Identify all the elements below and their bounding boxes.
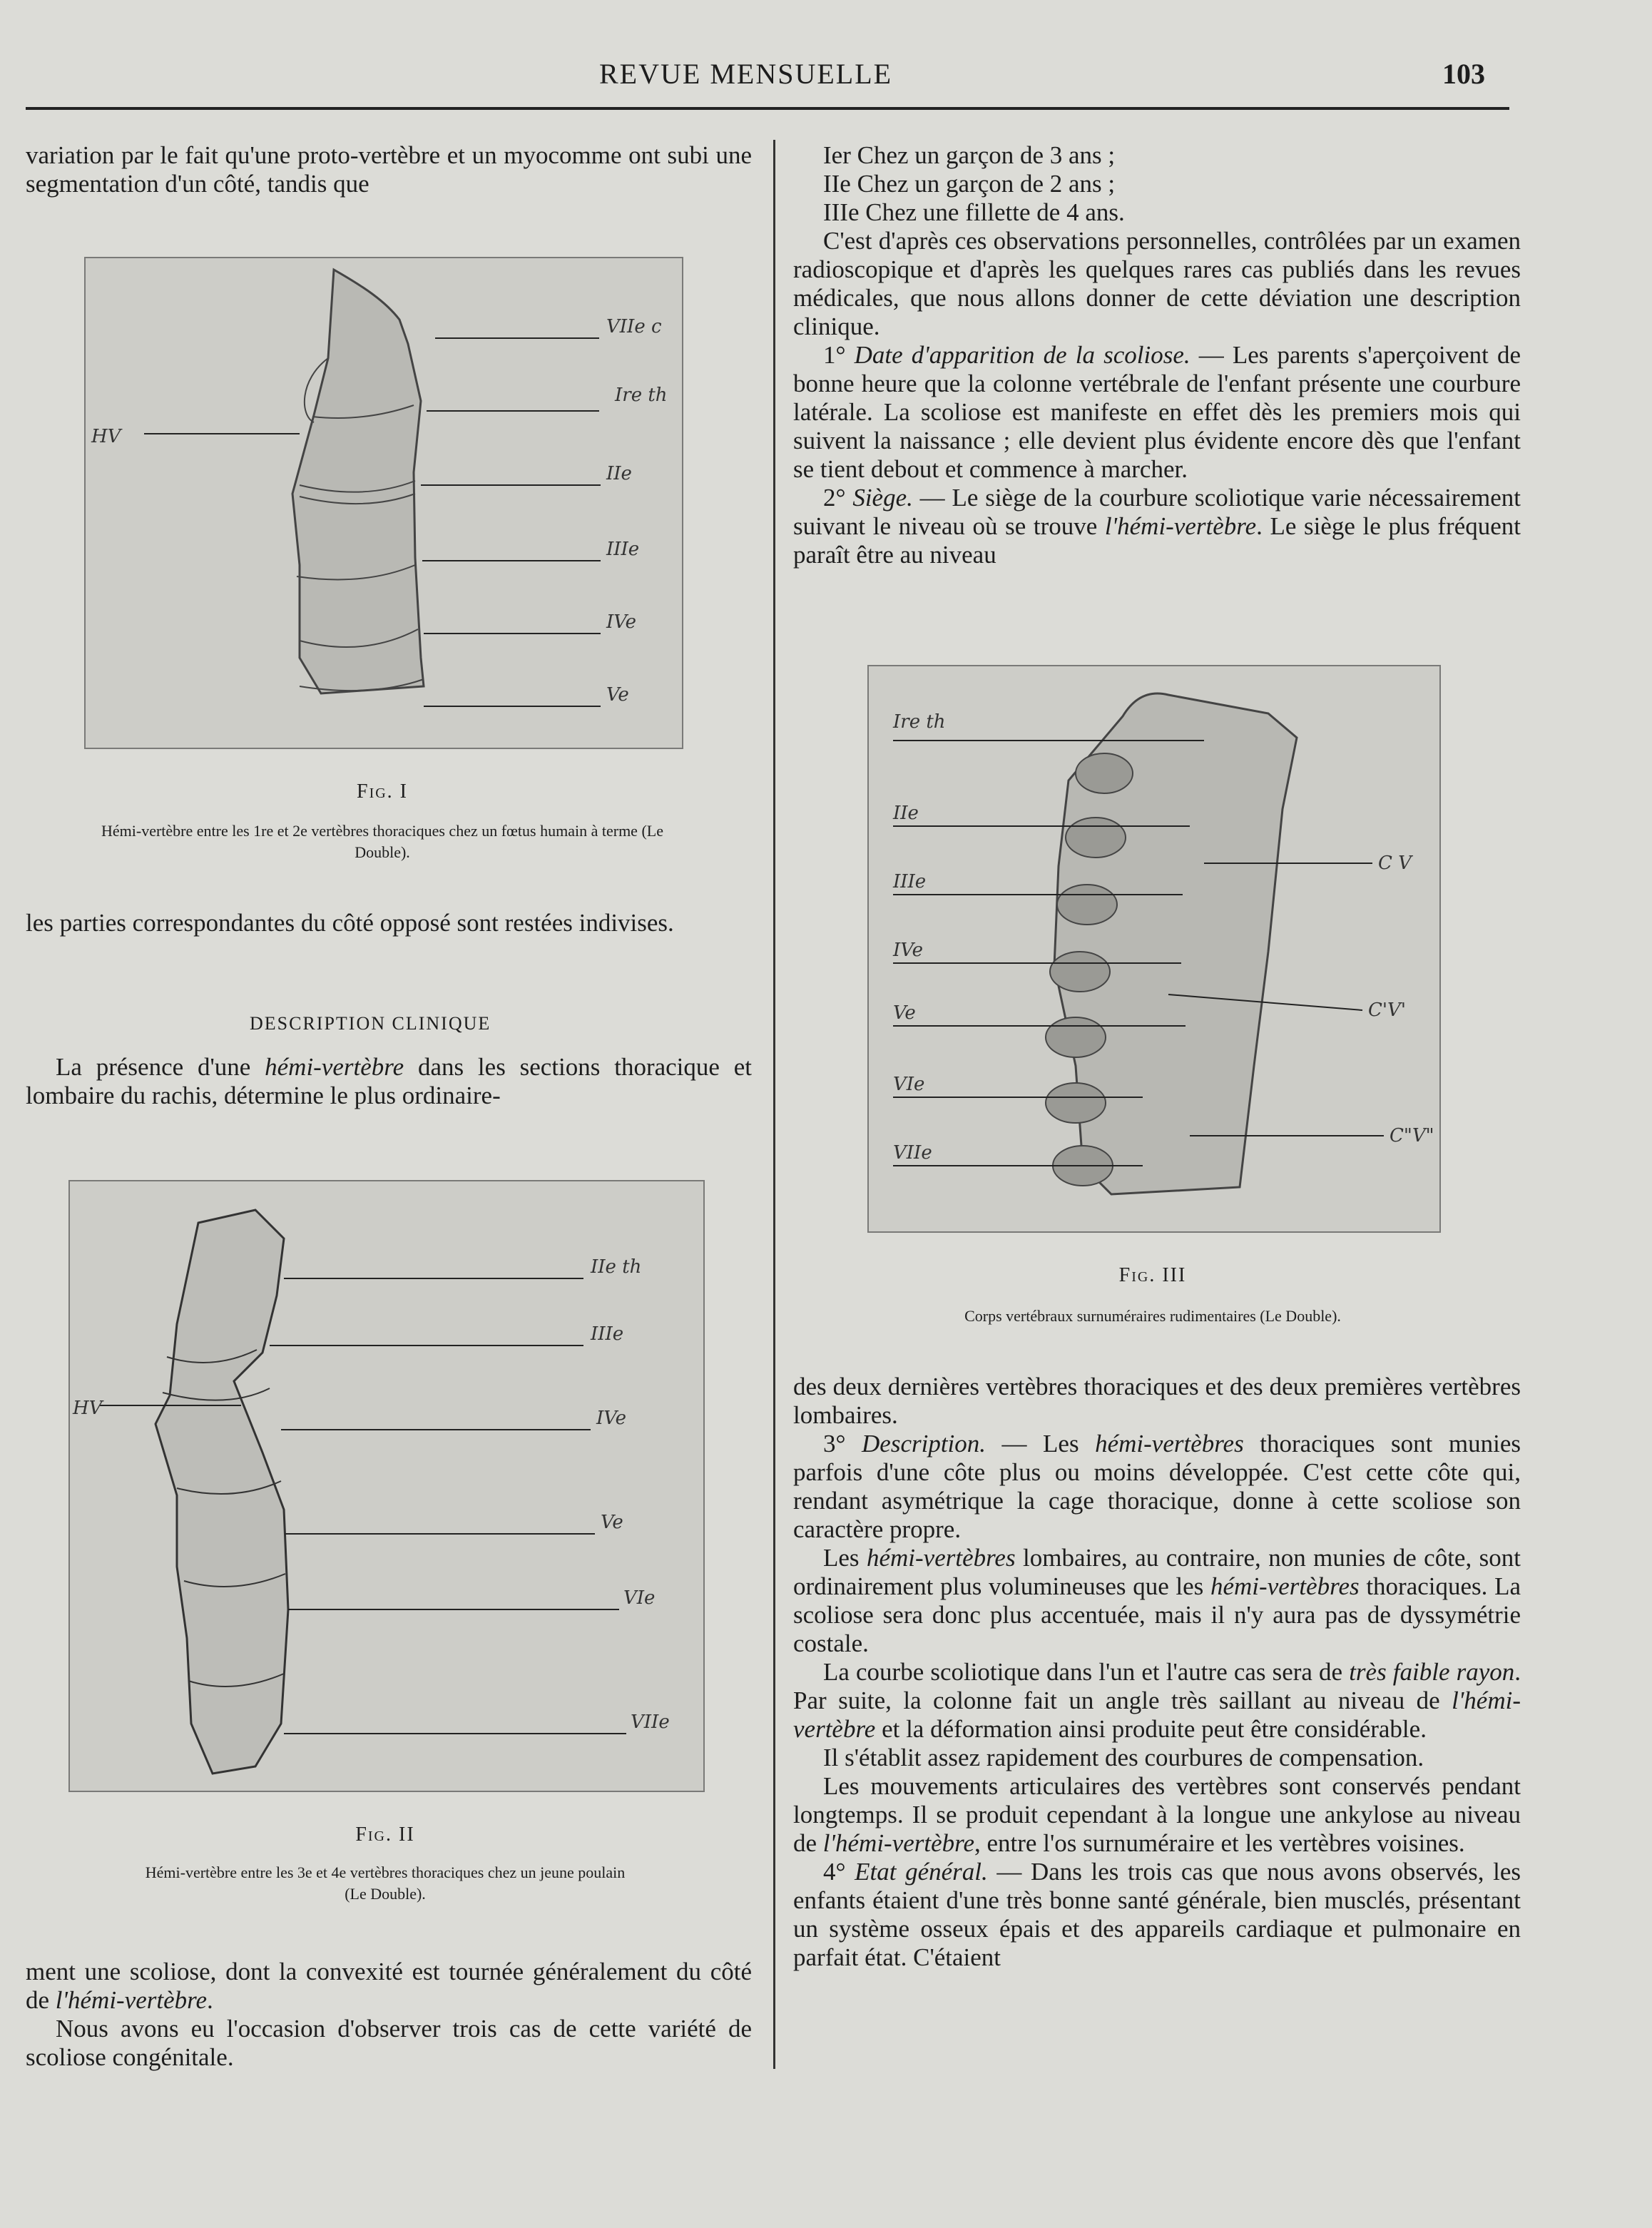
case-3: IIIe Chez une fillette de 4 ans. bbox=[823, 198, 1125, 226]
fig3-label-ith: Ire th bbox=[893, 711, 946, 733]
fig2-label-hv: HV bbox=[73, 1398, 103, 1419]
fig3-label: Fig. III bbox=[1118, 1264, 1187, 1286]
section-heading: DESCRIPTION CLINIQUE bbox=[250, 1013, 491, 1034]
right-column-top-text bbox=[793, 141, 1521, 569]
fig1-label: Fig. I bbox=[357, 780, 408, 803]
text-run: . bbox=[207, 1986, 213, 2014]
paragraph-courbe bbox=[793, 1658, 1521, 1744]
text-run: Les bbox=[823, 1544, 867, 1572]
text-run: 2° bbox=[823, 484, 853, 512]
fig1-label-hv: HV bbox=[91, 426, 121, 447]
fig3-label-iii: IIIe bbox=[893, 871, 927, 892]
fig3-label-ii: IIe bbox=[893, 803, 919, 824]
text-run: thoraciques sont munies parfois d'une côte plus ou moins développée. C'est cette côte qui, rendant asymétrique la cage thoracique, donne à cette scoliose son caractère propre. bbox=[793, 1430, 1521, 1543]
text-run: — Dans les trois cas que nous avons observés, les enfants étaient d'une très bonne santé générale, bien musclés, présentant un système osseux épais et des appareils cardiaque et pulmonaire en parfait état. C'étaient bbox=[793, 1858, 1521, 1971]
text-run: — Les bbox=[986, 1430, 1096, 1458]
fig2-caption: Hémi-vertèbre entre les 3e et 4e vertèbres thoraciques chez un jeune poulain (Le Double). bbox=[145, 1863, 626, 1903]
fig2-label-iii: IIIe bbox=[591, 1323, 624, 1345]
page-number: 103 bbox=[1442, 58, 1485, 90]
fig1-label-ith: Ire th bbox=[615, 385, 668, 406]
paragraph-mouvements bbox=[793, 1772, 1521, 1858]
fig2-label-iv: IVe bbox=[596, 1408, 627, 1429]
italic-phrase: hémi-vertèbres bbox=[1210, 1572, 1360, 1600]
fig1-label-ii: IIe bbox=[606, 463, 632, 484]
paragraph-date-apparition bbox=[793, 341, 1521, 484]
fig1-label-viic: VIIe c bbox=[606, 316, 662, 337]
italic-phrase: l'hémi-vertèbre bbox=[55, 1986, 208, 2014]
text-run: — Les parents s'aperçoivent de bonne heure que la colonne vertébrale de l'enfant présente une courbure latérale. La scoliose est manifeste en effet dès les premiers mois qui suivent la naissance ; elle devient plus évidente encore dès que l'enfant se tient debout et commence à marcher. bbox=[793, 341, 1521, 483]
italic-phrase: l'hémi-vertèbre bbox=[793, 1687, 1521, 1743]
paragraph-variation: variation par le fait qu'une proto-vertèbre et un myocomme ont subi une segmentation d'un côté, tandis que bbox=[26, 141, 752, 198]
text-run: 1° bbox=[823, 341, 855, 369]
italic-phrase: Etat général. bbox=[855, 1858, 988, 1886]
text-run: . Par suite, la colonne fait un angle très saillant au niveau de bbox=[793, 1658, 1521, 1714]
paragraph-observations-personnelles: C'est d'après ces observations personnelles, contrôlées par un examen radioscopique et d'après les quelques rares cas publiés dans les revues médicales, que nous allons donner de cette déviation une description clinique. bbox=[793, 227, 1521, 340]
text-run: lombaires, au contraire, non munies de côte, sont ordinairement plus volumineuses que les bbox=[793, 1544, 1521, 1600]
fig1-label-iv: IVe bbox=[606, 611, 637, 633]
text-run: La courbe scoliotique dans l'un et l'autre cas sera de bbox=[823, 1658, 1350, 1686]
paragraph-continuation: des deux dernières vertèbres thoraciques et des deux premières vertèbres lombaires. bbox=[793, 1373, 1521, 1429]
fig2-label: Fig. II bbox=[355, 1823, 415, 1846]
italic-phrase: hémi-vertèbres bbox=[866, 1544, 1016, 1572]
text-run: 3° bbox=[823, 1430, 862, 1458]
italic-phrase: très faible rayon bbox=[1349, 1658, 1515, 1686]
italic-phrase: hémi-vertèbre bbox=[265, 1053, 404, 1081]
paragraph-observations: Nous avons eu l'occasion d'observer trois cas de cette variété de scoliose congénitale. bbox=[26, 2015, 752, 2071]
text-run: . Le siège le plus fréquent paraît être au niveau bbox=[793, 512, 1521, 569]
italic-phrase: Description. bbox=[862, 1430, 986, 1458]
fig3-label-c2v2: C"V" bbox=[1390, 1125, 1434, 1146]
header-rule bbox=[26, 107, 1509, 110]
case-1: Ier Chez un garçon de 3 ans ; bbox=[823, 141, 1116, 169]
figure-1-illustration bbox=[84, 257, 683, 749]
italic-phrase: Date d'apparition de la scoliose. bbox=[854, 341, 1190, 369]
text-run: — Le siège de la courbure scoliotique varie nécessairement suivant le niveau où se trouve bbox=[793, 484, 1521, 540]
fig1-caption: Hémi-vertèbre entre les 1re et 2e vertèbres thoraciques chez un fœtus humain à terme (Le Double). bbox=[101, 822, 663, 861]
paragraph-presence-body bbox=[26, 1053, 752, 1110]
text-run: , entre l'os surnuméraire et les vertèbres voisines. bbox=[974, 1829, 1465, 1857]
paragraph-compensation: Il s'établit assez rapidement des courbures de compensation. bbox=[823, 1744, 1424, 1771]
fig3-label-cv: C V bbox=[1378, 853, 1412, 874]
text-run: thoraciques. La scoliose sera donc plus accentuée, mais il n'y aura pas de dyssymétrie costale. bbox=[793, 1572, 1521, 1657]
italic-phrase: l'hémi-vertèbre bbox=[822, 1829, 975, 1857]
paragraph-description bbox=[793, 1430, 1521, 1544]
paragraph-indivises: les parties correspondantes du côté opposé sont restées indivises. bbox=[26, 909, 674, 937]
text-run: 4° bbox=[823, 1858, 855, 1886]
paragraph-etat-general bbox=[793, 1858, 1521, 1972]
text-run: dans les sections thoracique et lombaire du rachis, détermine le plus ordinaire- bbox=[26, 1053, 753, 1109]
fig2-label-vi: VIe bbox=[623, 1587, 656, 1609]
fig2-label-v: Ve bbox=[601, 1512, 623, 1533]
fig2-label-iith: IIe th bbox=[591, 1256, 642, 1278]
paragraph-convexite bbox=[26, 1958, 752, 2072]
case-2: IIe Chez un garçon de 2 ans ; bbox=[823, 170, 1116, 198]
fig1-spine-drawing bbox=[86, 258, 682, 748]
fig3-label-iv: IVe bbox=[893, 940, 924, 961]
column-divider bbox=[773, 140, 775, 2069]
fig3-label-vii: VIIe bbox=[893, 1142, 932, 1164]
running-header-title: REVUE MENSUELLE bbox=[599, 58, 893, 90]
paragraph-siege bbox=[793, 484, 1521, 569]
fig1-label-iii: IIIe bbox=[606, 539, 640, 560]
text-run: La présence d'une bbox=[56, 1053, 265, 1081]
text-run: Les mouvements articulaires des vertèbres sont conservés pendant longtemps. Il se produit cependant à la longue une ankylose au niveau de bbox=[793, 1772, 1521, 1857]
figure-2-illustration bbox=[68, 1180, 705, 1792]
fig3-label-c1v1: C'V' bbox=[1368, 999, 1406, 1021]
fig1-label-v: Ve bbox=[606, 684, 629, 706]
paragraph-lombaires bbox=[793, 1544, 1521, 1658]
right-column-bottom-text bbox=[793, 1373, 1521, 1972]
text-run: ment une scoliose, dont la convexité est tournée généralement du côté de bbox=[26, 1958, 752, 2014]
fig2-label-vii: VIIe bbox=[631, 1711, 670, 1733]
paragraph-convexite-body bbox=[26, 1958, 752, 2015]
text-run: et la déformation ainsi produite peut être considérable. bbox=[875, 1715, 1427, 1743]
fig2-spine-drawing bbox=[70, 1181, 703, 1791]
paragraph-presence bbox=[26, 1053, 752, 1110]
figure-3-illustration bbox=[867, 665, 1441, 1233]
italic-phrase: l'hémi-vertèbre bbox=[1104, 512, 1257, 540]
fig3-label-v: Ve bbox=[893, 1002, 916, 1024]
fig3-spine-drawing bbox=[869, 666, 1439, 1231]
italic-phrase: hémi-vertèbres bbox=[1095, 1430, 1244, 1458]
fig3-caption: Corps vertébraux surnuméraires rudimentaires (Le Double). bbox=[964, 1307, 1341, 1325]
fig3-label-vi: VIe bbox=[893, 1074, 925, 1095]
italic-phrase: Siège. bbox=[852, 484, 913, 512]
